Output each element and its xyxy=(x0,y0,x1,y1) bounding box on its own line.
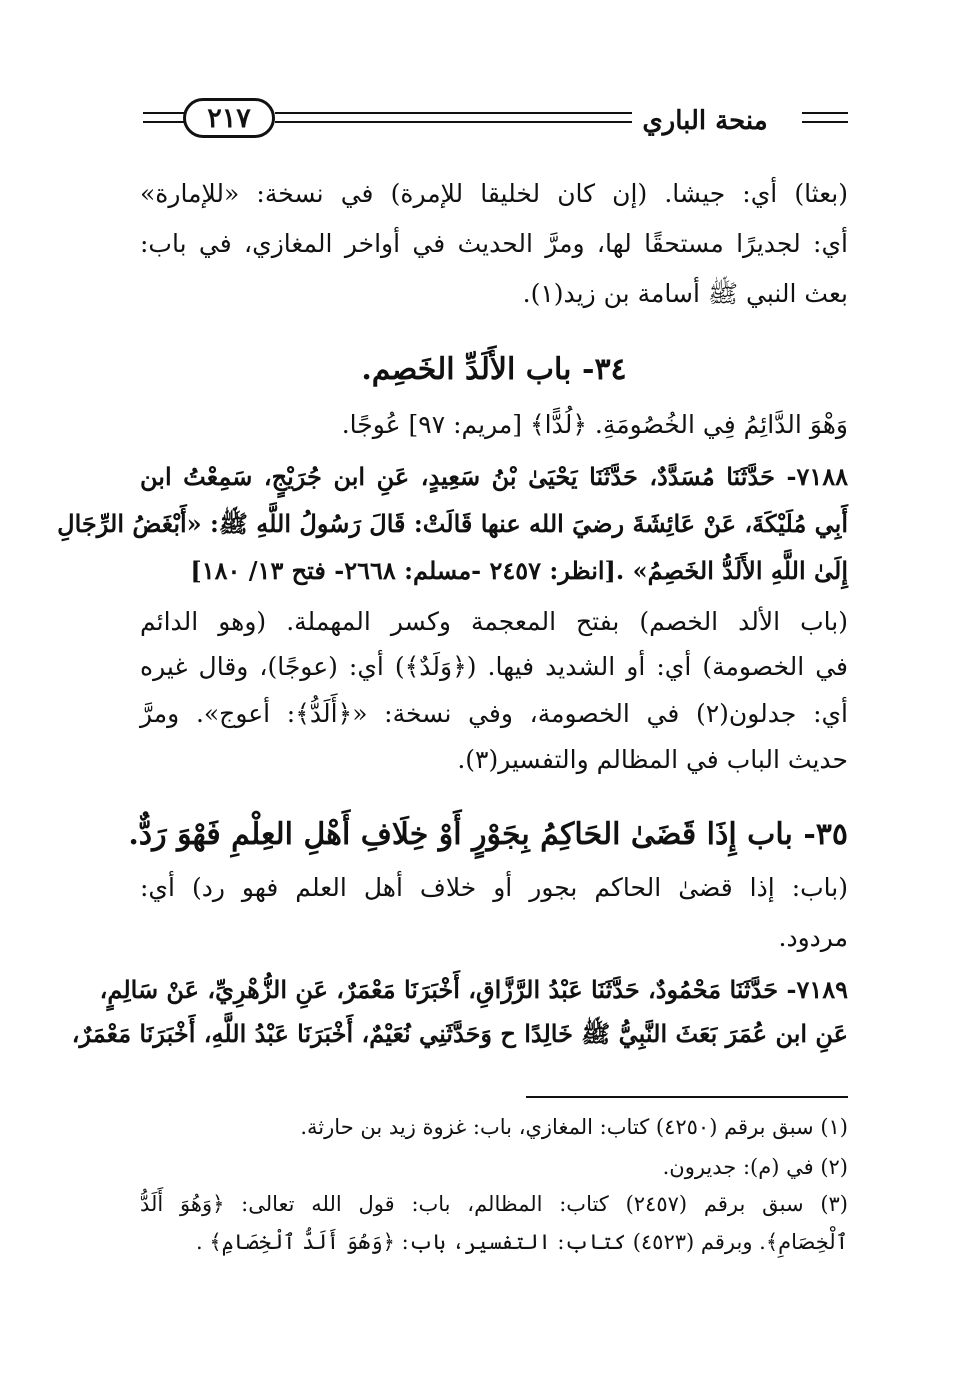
page-number-badge xyxy=(183,98,275,138)
hadith-7188-line: إِلَىٰ اللَّهِ الأَلَدُّ الخَصِمُ» .[انظر: ٢٤٥٧ -مسلم: ٢٦٦٨- فتح ١٣/ ١٨٠] xyxy=(190,556,848,585)
hadith-7189-line: عَنِ ابن عُمَرَ بَعَثَ النَّبِيُّ ﷺ خَالِدًا ح وَحَدَّثَنِي نُعَيْمٌ، أَخْبَرَنَا عَبْدُ اللَّهِ، أَخْبَرَنَا مَعْمَرٌ، xyxy=(71,1019,848,1048)
commentary-line: (باب الألد الخصم) بفتح المعجمة وكسر المهملة. (وهو الدائم xyxy=(140,607,848,636)
hadith-7189-line: ٧١٨٩- حَدَّثَنَا مَحْمُودٌ، حَدَّثَنَا عَبْدُ الرَّزَّاقِ، أَخْبَرَنَا مَعْمَرٌ، عَنِ الزُّهْرِيِّ، عَنْ سَالِمٍ، xyxy=(99,975,848,1004)
page-number: ٢١٧ xyxy=(207,102,251,134)
header-rule-right-bottom xyxy=(802,121,848,123)
header-rule-right-top xyxy=(802,112,848,114)
chapter-35-heading: ٣٥- باب إِذَا قَضَىٰ الحَاكِمُ بِجَوْرٍ أَوْ خِلَافِ أَهْلِ العِلْمِ فَهْوَ رَدٌّ. xyxy=(128,817,848,852)
chapter-34-verse-line: وَهْوَ الدَّائِمُ فِي الخُصُومَةِ. ﴿لُدًّا﴾ [مريم: ٩٧] عُوجًا. xyxy=(341,410,848,439)
header-rule-left-top xyxy=(143,112,185,114)
body-line: أي: لجديرًا مستحقًا لها، ومرَّ الحديث في أواخر المغازي، في باب: xyxy=(140,229,848,258)
commentary-line: حديث الباب في المظالم والتفسير(٣). xyxy=(457,745,848,774)
commentary-line: في الخصومة) أي: أو الشديد فيها. (﴿وَلَدٌ﴾) أي: (عوجًا)، وقال غيره xyxy=(140,652,848,681)
footnote-separator xyxy=(526,1096,848,1098)
hadith-7188-line: ٧١٨٨- حَدَّثَنَا مُسَدَّدٌ، حَدَّثَنَا يَحْيَىٰ بْنُ سَعِيدٍ، عَنِ ابن جُرَيْجٍ، سَمِعْتُ ابن xyxy=(140,462,849,491)
commentary-line: (باب: إذا قضىٰ الحاكم بجور أو خلاف أهل العلم فهو رد) أي: xyxy=(140,873,848,902)
body-line: بعث النبي ﷺ أسامة بن زيد(١). xyxy=(522,279,848,308)
chapter-34-heading: ٣٤- باب الأَلَدِّ الخَصِم. xyxy=(361,352,627,387)
commentary-line: مردود. xyxy=(778,923,848,952)
header-rule-middle-top xyxy=(275,112,632,114)
footnote-3-continued: ٱلْخِصَامِ﴾. وبرقم (٤٥٢٣) كتاب: التفسير، باب: ﴿وَهُوَ أَلَدُّ ٱلْخِصَامِ﴾ . xyxy=(196,1230,848,1254)
footnote-1: (١) سبق برقم (٤٢٥٠) كتاب: المغازي، باب: غزوة زيد بن حارثة. xyxy=(300,1115,848,1139)
header-rule-middle-bottom xyxy=(275,121,632,123)
hadith-7188-line: أَبِي مُلَيْكَةَ، عَنْ عَائِشَةَ رضيَ الله عنها قَالَتْ: قَالَ رَسُولُ اللَّهِ ﷺ: «أَبْغَضُ الرِّجَالِ xyxy=(57,509,848,538)
header-rule-left-bottom xyxy=(143,121,185,123)
body-line: (بعثا) أي: جيشا. (إن كان لخليقا للإمرة) في نسخة: «للإمارة» xyxy=(140,179,848,208)
footnote-3: (٣) سبق برقم (٢٤٥٧) كتاب: المظالم، باب: قول الله تعالى: ﴿وَهُوَ أَلَدُّ xyxy=(140,1192,848,1216)
running-title: منحة الباري xyxy=(642,106,768,136)
commentary-line: أي: جدلون(٢) في الخصومة، وفي نسخة: «﴿أَلَدُّ﴾: أعوج». ومرَّ xyxy=(140,699,849,728)
footnote-2: (٢) في (م): جديرون. xyxy=(662,1155,848,1179)
